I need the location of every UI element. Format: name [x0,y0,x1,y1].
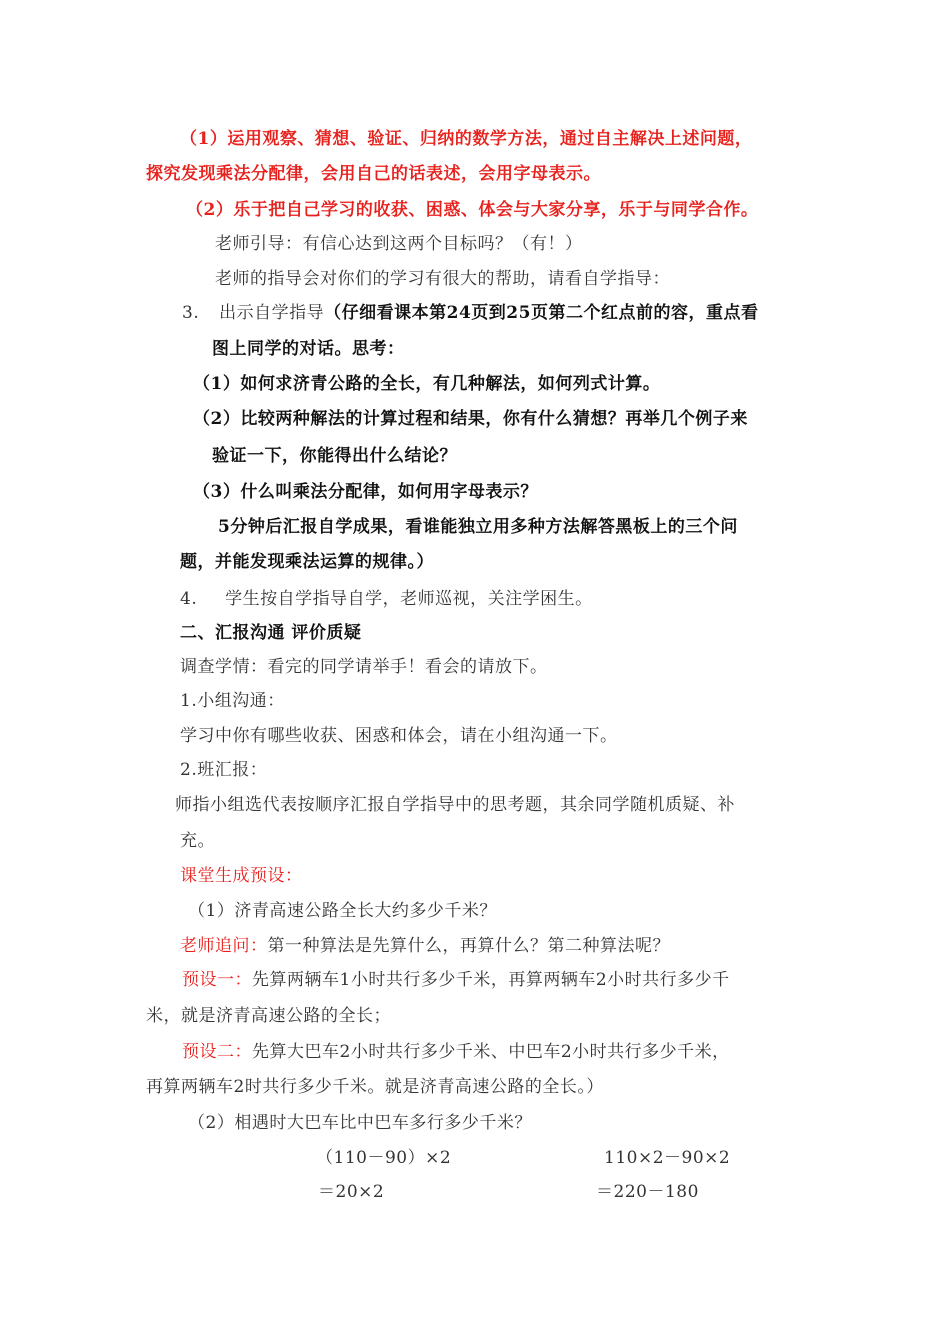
followup-line [180,935,670,957]
followup-text: 第一种算法是先算什么，再算什么？第二种算法呢？ [267,936,670,956]
group-text: 学习中你有哪些收获、困惑和体会，请在小组沟通一下。 [180,726,618,746]
group-title: 1.小组沟通： [180,691,285,711]
preset-1-label: 预设一： [182,970,252,990]
goal-1-line-2: 探究发现乘法分配律，会用自己的话表述，会用字母表示。 [146,164,601,184]
preset-question-1: （1）济青高速公路全长大约多少千米？ [188,901,497,921]
teacher-guide-hint: 老师的指导会对你们的学习有很大的帮助，请看自学指导： [215,269,670,289]
preset-1-line-1 [182,969,730,991]
step-3-line [182,302,758,324]
preset-2-text-2: 再算两辆车2时共行多少千米。就是济青高速公路的全长。） [146,1077,604,1097]
step-3-question-2-line-1: （2）比较两种解法的计算过程和结果，你有什么猜想？再举几个例子来 [193,409,748,429]
step-3-question-3: （3）什么叫乘法分配律，如何用字母表示？ [193,482,538,502]
step-3-text-1: （仔细看课本第24页到25页第二个红点前的容，重点看 [324,303,759,323]
step-3-label: 出示自学指导 [219,303,325,323]
step-3-question-2-line-2: 验证一下，你能得出什么结论？ [212,446,457,466]
class-report-title: 2.班汇报： [180,760,268,780]
preset-2-text-1: 先算大巴车2小时共行多少千米、中巴车2小时共行多少千米， [252,1042,730,1062]
goal-1-line-1: （1）运用观察、猜想、验证、归纳的数学方法，通过自主解决上述问题， [180,129,753,149]
preset-title: 课堂生成预设： [180,866,303,886]
preset-2-label: 预设二： [182,1042,252,1062]
preset-question-2: （2）相遇时大巴车比中巴车多行多少千米？ [188,1113,532,1133]
survey-text: 调查学情：看完的同学请举手！看会的请放下。 [180,657,548,677]
calc-left-step-1: （110－90）×2 [316,1148,452,1168]
teacher-guide-question: 老师引导：有信心达到这两个目标吗？（有！） [215,234,583,254]
step-4-line [180,588,593,610]
step-3-report-line-1: 5分钟后汇报自学成果，看谁能独立用多种方法解答黑板上的三个问 [218,517,738,537]
goal-2: （2）乐于把自己学习的收获、困惑、体会与大家分享，乐于与同学合作。 [186,200,759,220]
calc-left-step-2: ＝20×2 [318,1182,385,1202]
step-3-number: 3. [182,303,200,323]
step-4-text: 学生按自学指导自学，老师巡视，关注学困生。 [225,589,593,609]
section-2-heading: 二、汇报沟通 评价质疑 [180,623,362,643]
followup-label: 老师追问： [180,936,268,956]
step-3-question-1: （1）如何求济青公路的全长，有几种解法，如何列式计算。 [193,374,661,394]
step-3-report-line-2: 题，并能发现乘法运算的规律。） [180,552,434,572]
calc-right-step-2: ＝220－180 [596,1182,699,1202]
preset-1-text-1: 先算两辆车1小时共行多少千米，再算两辆车2小时共行多少千 [252,970,730,990]
calc-right-step-1: 110×2－90×2 [604,1148,731,1168]
class-report-text-2: 充。 [180,831,215,851]
step-4-number: 4. [180,589,198,609]
step-3-text-2: 图上同学的对话。思考： [212,339,405,359]
preset-2-line-1 [182,1041,730,1063]
preset-1-text-2: 米，就是济青高速公路的全长； [146,1006,391,1026]
class-report-text-1: 师指小组选代表按顺序汇报自学指导中的思考题，其余同学随机质疑、补 [175,795,735,815]
